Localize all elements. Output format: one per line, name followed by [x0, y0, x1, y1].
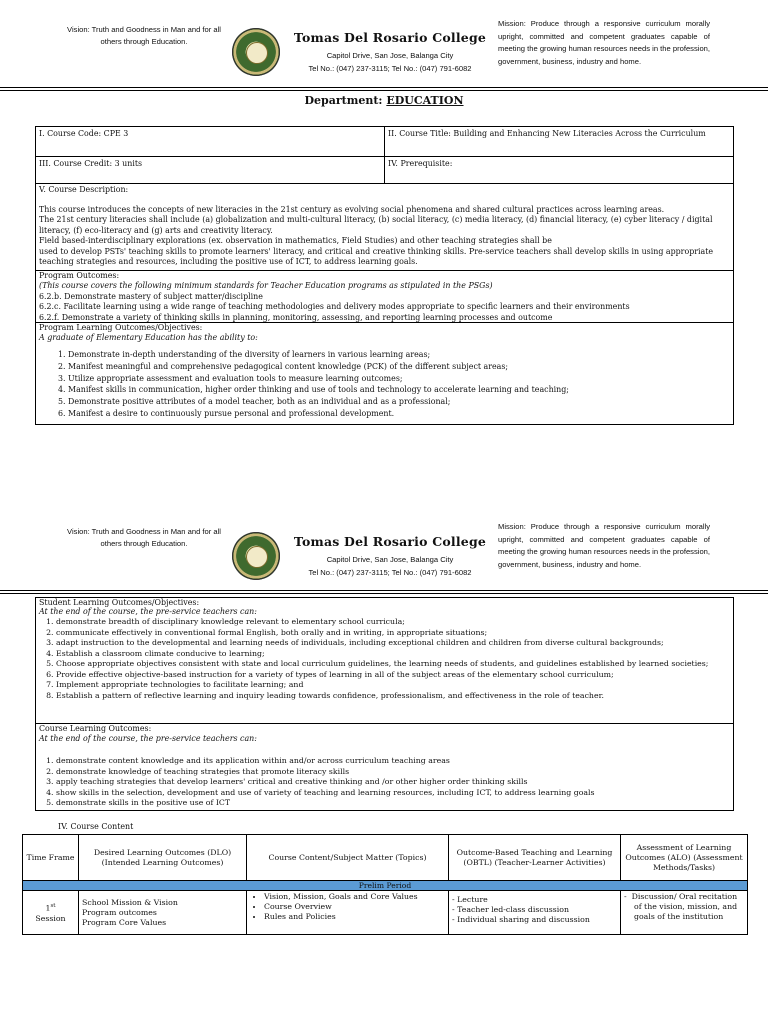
- list-item: 6. Provide effective objective-based instruction for a variety of types of learning in all of the subject areas of the elementary school curriculum;: [56, 670, 760, 681]
- plo-list: [20, 349, 768, 420]
- clo-heading: Course Learning Outcomes:: [39, 724, 152, 733]
- grid-hline: [35, 156, 734, 157]
- list-item: 4. Establish a classroom climate conducive to learning;: [56, 649, 760, 660]
- college-info: [290, 534, 490, 577]
- header-divider: [0, 590, 768, 591]
- list-item: 8. Establish a pattern of reflective learning and inquiry leading towards confidence, professionalism, and effectiveness in the role of teacher.: [56, 691, 760, 702]
- list-item: 4. Manifest skills in communication, higher order thinking and use of tools and technology to accelerate learning and teaching;: [68, 384, 768, 396]
- course-prerequisite: IV. Prerequisite:: [388, 159, 453, 168]
- course-content-heading: IV. Course Content: [58, 822, 134, 831]
- column-header: Course Content/Subject Matter (Topics): [247, 835, 449, 881]
- college-name: Tomas Del Rosario College: [293, 30, 487, 45]
- slo-intro: At the end of the course, the pre-service teachers can:: [39, 607, 257, 616]
- program-outcomes: Program Outcomes: (This course covers the following minimum standards for Teacher Education programs as stipulated in the PSGs) 6.2.b. Demonstrate mastery of subject matter/discipline 6.2.c. Facilitate learning using a wide range of teaching methodologies and delivery modes appropriate to specific learners and their environments 6.2.f. Demonstrate a variety of thinking skills in planning, monitoring, assessing, and reporting learning processes and outcome: [39, 271, 630, 322]
- college-telephone: Tel No.: (047) 237-3115; Tel No.: (047) 791-6082: [308, 568, 472, 577]
- list-item: 2. communicate effectively in conventional formal English, both orally and in writing, in appropriate situations;: [56, 628, 760, 639]
- header-divider: [0, 90, 768, 91]
- college-info: [290, 30, 490, 73]
- topics-list: [250, 892, 445, 922]
- list-item: 2. Manifest meaningful and comprehensive pedagogical content knowledge (PCK) of the different subject areas;: [68, 361, 768, 373]
- mission-statement: Mission: Produce through a responsive curriculum morally upright, committed and competent graduates capable of meeting the growing human resources needs in the profession, government, business, industry and home.: [498, 19, 710, 66]
- list-item: 2. demonstrate knowledge of teaching strategies that promote literacy skills: [56, 767, 760, 778]
- grid-hline: [35, 183, 734, 184]
- list-item: • Vision, Mission, Goals and Core Values: [264, 892, 445, 902]
- course-description: This course introduces the concepts of new literacies in the 21st century as evolving social phenomena and shared cultural practices across learning areas. The 21st century literacies shall include (a) globalization and multi-cultural literacy, (b) social literacy, (c) media literacy, (d) financial literacy, (e) cyber literacy / digital literacy, (f) eco-literacy and (g) arts and creativity literacy. Field based-interdisciplinary explorations (ex. observation in mathematics, Field Studies) and other teaching strategies shall be used to develop PSTs' teaching skills to promote learners' literacy, and critical and creative thinking skills. Pre-service teachers shall develop skills in using appropriate teaching strategies and resources, including the positive use of ICT, to address learning goals.: [39, 205, 714, 267]
- dlo-cell: School Mission & Vision Program outcomes Program Core Values: [79, 891, 247, 935]
- list-item: 5. Demonstrate positive attributes of a model teacher, both as an individual and as a professional;: [68, 396, 768, 408]
- vision-statement: Vision: Truth and Goodness in Man and for all others through Education.: [67, 25, 221, 46]
- college-telephone: Tel No.: (047) 237-3115; Tel No.: (047) 791-6082: [308, 64, 472, 73]
- page-header-2: [0, 505, 768, 593]
- header-divider: [0, 87, 768, 88]
- list-item: 1. demonstrate content knowledge and its application within and/or across curriculum teaching areas: [56, 756, 760, 767]
- table-row: [23, 891, 748, 935]
- list-item: 3. Utilize appropriate assessment and evaluation tools to measure learning outcomes;: [68, 373, 768, 385]
- header-divider: [0, 593, 768, 594]
- course-content-table: [22, 834, 748, 935]
- course-credit: III. Course Credit: 3 units: [39, 159, 143, 168]
- alo-cell: - Discussion/ Oral recitation of the vision, mission, and goals of the institution: [621, 891, 748, 935]
- college-address: Capitol Drive, San Jose, Balanga City: [326, 555, 454, 564]
- course-description-heading: V. Course Description:: [39, 185, 129, 194]
- list-item: 1. demonstrate breadth of disciplinary knowledge relevant to elementary school curricula;: [56, 617, 760, 628]
- plo-intro: A graduate of Elementary Education has the ability to:: [39, 333, 258, 342]
- course-title: II. Course Title: Building and Enhancing New Literacies Across the Curriculum: [388, 129, 706, 138]
- column-header: Outcome-Based Teaching and Learning (OBTL) (Teacher-Learner Activities): [449, 835, 621, 881]
- column-header: Desired Learning Outcomes (DLO) (Intended Learning Outcomes): [79, 835, 247, 881]
- clo-list: [16, 756, 760, 809]
- page-header-1: [0, 0, 768, 88]
- time-frame-cell: 1st Session: [23, 891, 79, 935]
- period-row: [23, 881, 748, 891]
- prelim-period-label: Prelim Period: [23, 881, 748, 891]
- plo-heading: Program Learning Outcomes/Objectives:: [39, 323, 203, 332]
- college-address: Capitol Drive, San Jose, Balanga City: [326, 51, 454, 60]
- college-seal-logo: [232, 532, 280, 580]
- list-item: 3. adapt instruction to the developmental and learning needs of individuals, including exceptional children and children from diverse cultural backgrounds;: [56, 638, 760, 649]
- slo-heading: Student Learning Outcomes/Objectives:: [39, 598, 200, 607]
- grid-vline: [384, 126, 385, 184]
- table-header-row: [23, 835, 748, 881]
- list-item: 4. show skills in the selection, development and use of variety of teaching and learning resources, including ICT, to address learning goals: [56, 788, 760, 799]
- list-item: • Course Overview: [264, 902, 445, 912]
- vision-statement: Vision: Truth and Goodness in Man and for all others through Education.: [67, 527, 221, 548]
- list-item: 7. Implement appropriate technologies to facilitate learning; and: [56, 680, 760, 691]
- list-item: 5. demonstrate skills in the positive use of ICT: [56, 798, 760, 809]
- list-item: 6. Manifest a desire to continuously pursue personal and professional development.: [68, 408, 768, 420]
- course-code: I. Course Code: CPE 3: [39, 129, 129, 138]
- list-item: 5. Choose appropriate objectives consistent with state and local curriculum guidelines, the learning needs of students, and guidelines established by learned societies;: [56, 659, 760, 670]
- column-header: Time Frame: [23, 835, 79, 881]
- column-header: Assessment of Learning Outcomes (ALO) (Assessment Methods/Tasks): [621, 835, 748, 881]
- list-item: 1. Demonstrate in-depth understanding of the diversity of learners in various learning areas;: [68, 349, 768, 361]
- college-seal-logo: [232, 28, 280, 76]
- clo-intro: At the end of the course, the pre-service teachers can:: [39, 734, 257, 743]
- list-item: • Rules and Policies: [264, 912, 445, 922]
- list-item: 3. apply teaching strategies that develop learners' critical and creative thinking and /or other higher order thinking skills: [56, 777, 760, 788]
- college-name: Tomas Del Rosario College: [293, 534, 487, 549]
- slo-list: [16, 617, 760, 701]
- obtl-cell: - Lecture - Teacher led-class discussion - Individual sharing and discussion: [449, 891, 621, 935]
- department-title: Department: EDUCATION: [304, 94, 464, 107]
- mission-statement: Mission: Produce through a responsive curriculum morally upright, committed and competent graduates capable of meeting the growing human resources needs in the profession, government, business, industry and home.: [498, 522, 710, 569]
- topics-cell: [247, 891, 449, 935]
